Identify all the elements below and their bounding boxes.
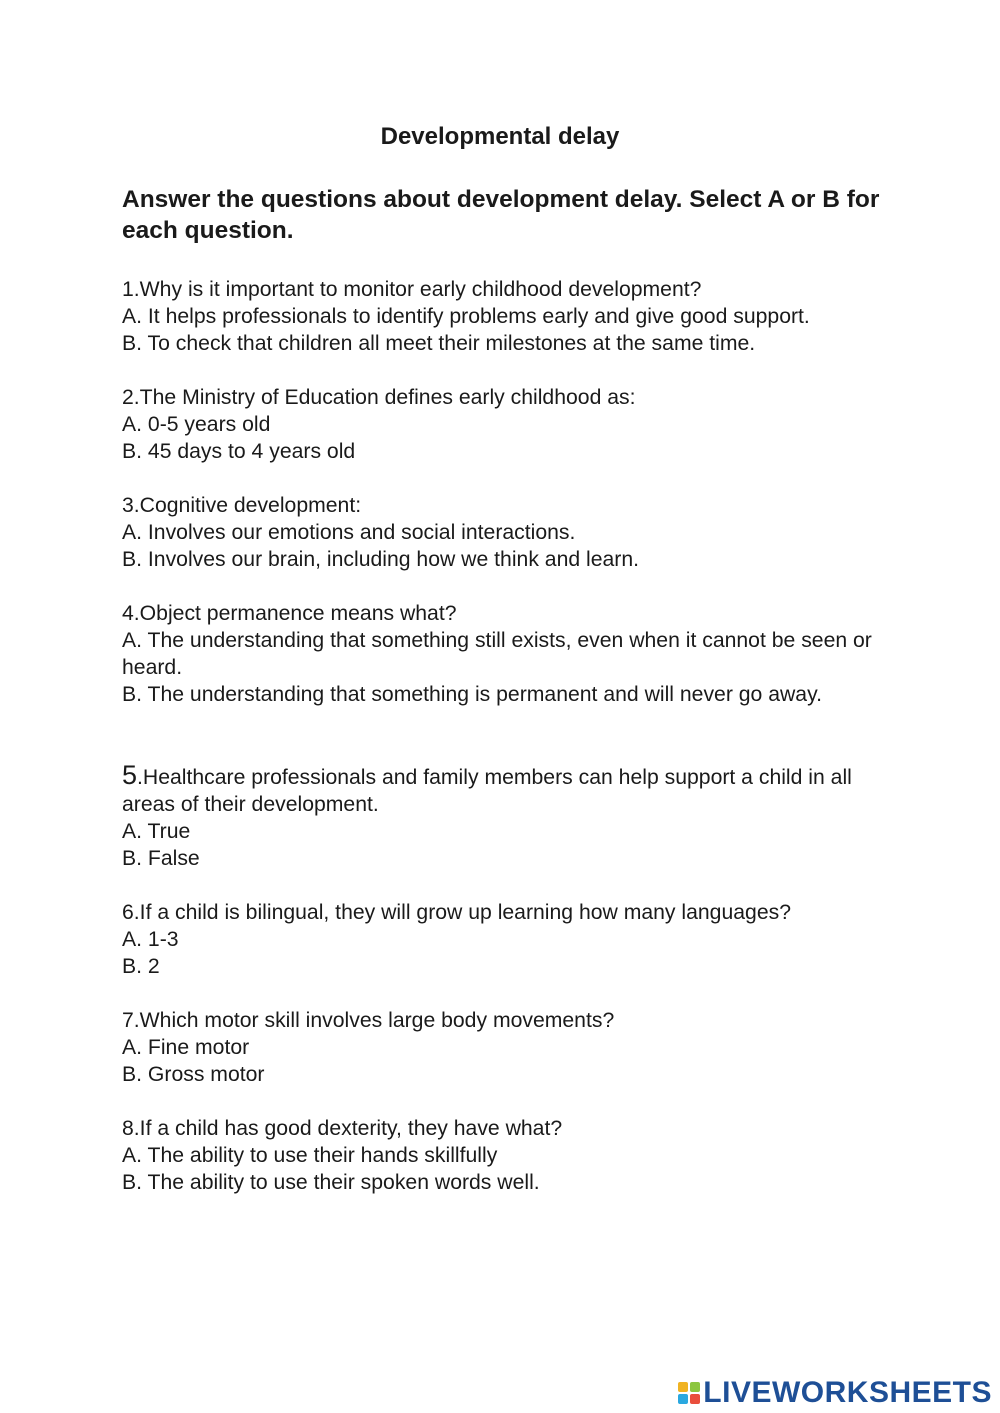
question-5 bbox=[122, 762, 892, 872]
option-b: B. 2 bbox=[122, 955, 160, 978]
option-b: B. Involves our brain, including how we think and learn. bbox=[122, 548, 640, 571]
option-a: A. Fine motor bbox=[122, 1036, 250, 1059]
option-a: A. It helps professionals to identify problems early and give good support. bbox=[122, 305, 810, 328]
question-text: .Object permanence means what? bbox=[133, 602, 457, 625]
option-b: B. 45 days to 4 years old bbox=[122, 440, 356, 463]
question-number: 2 bbox=[122, 386, 134, 409]
question-stem bbox=[122, 492, 892, 519]
page-title: Developmental delay bbox=[380, 123, 620, 150]
question-text: .Healthcare professionals and family members can help support a child in all areas of their development. bbox=[122, 766, 852, 816]
option-a: A. Involves our emotions and social interactions. bbox=[122, 521, 576, 544]
question-stem bbox=[122, 899, 892, 926]
question-number: 5 bbox=[122, 760, 138, 790]
question-stem bbox=[122, 384, 892, 411]
question-7 bbox=[122, 1007, 892, 1088]
option-b: B. The understanding that something is permanent and will never go away. bbox=[122, 683, 822, 706]
question-8 bbox=[122, 1115, 892, 1196]
question-1 bbox=[122, 276, 892, 357]
question-list bbox=[122, 276, 892, 1196]
option-a: A. 0-5 years old bbox=[122, 413, 271, 436]
question-text: .If a child is bilingual, they will grow up learning how many languages? bbox=[133, 901, 791, 924]
option-b: B. To check that children all meet their milestones at the same time. bbox=[122, 332, 756, 355]
logo-tile bbox=[678, 1394, 688, 1404]
question-stem bbox=[122, 600, 892, 627]
question-stem bbox=[122, 276, 892, 303]
option-a: A. The understanding that something still exists, even when it cannot be seen or heard. bbox=[122, 629, 872, 679]
option-b: B. The ability to use their spoken words well. bbox=[122, 1171, 540, 1194]
question-stem bbox=[122, 1115, 892, 1142]
question-text: .Which motor skill involves large body movements? bbox=[133, 1009, 615, 1032]
logo-tile bbox=[690, 1394, 700, 1404]
question-3 bbox=[122, 492, 892, 573]
question-number: 4 bbox=[122, 602, 134, 625]
option-b: B. Gross motor bbox=[122, 1063, 265, 1086]
question-stem bbox=[122, 762, 892, 818]
question-number: 6 bbox=[122, 901, 134, 924]
logo-tile bbox=[690, 1382, 700, 1392]
question-text: .Why is it important to monitor early childhood development? bbox=[133, 278, 702, 301]
question-2 bbox=[122, 384, 892, 465]
question-text: .The Ministry of Education defines early childhood as: bbox=[133, 386, 636, 409]
question-number: 1 bbox=[122, 278, 134, 301]
option-a: A. True bbox=[122, 820, 191, 843]
question-text: .If a child has good dexterity, they have what? bbox=[133, 1117, 563, 1140]
option-a: A. The ability to use their hands skillfully bbox=[122, 1144, 498, 1167]
logo-text: LIVEWORKSHEETS bbox=[703, 1376, 992, 1409]
option-a: A. 1-3 bbox=[122, 928, 179, 951]
liveworksheets-logo bbox=[678, 1375, 992, 1411]
question-text: .Cognitive development: bbox=[133, 494, 362, 517]
question-number: 8 bbox=[122, 1117, 134, 1140]
question-number: 7 bbox=[122, 1009, 134, 1032]
instructions: Answer the questions about development delay. Select A or B for each question. bbox=[122, 186, 880, 244]
option-b: B. False bbox=[122, 847, 200, 870]
question-4 bbox=[122, 600, 892, 708]
liveworksheets-logo-icon bbox=[678, 1382, 700, 1404]
question-number: 3 bbox=[122, 494, 134, 517]
logo-tile bbox=[678, 1382, 688, 1392]
question-stem bbox=[122, 1007, 892, 1034]
question-6 bbox=[122, 899, 892, 980]
